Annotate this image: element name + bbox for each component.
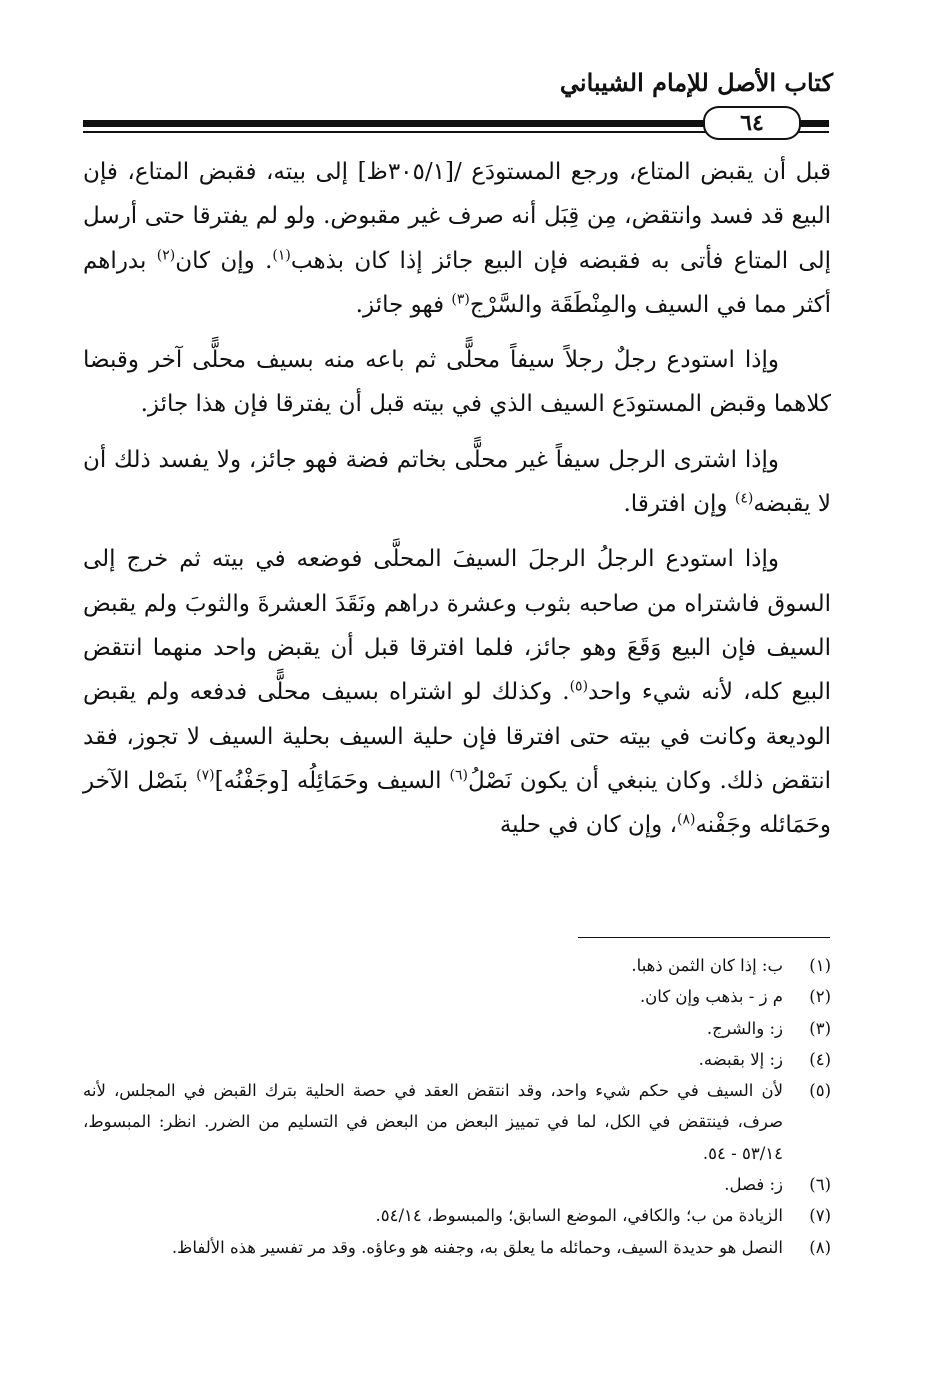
footnote-item <box>83 1044 831 1075</box>
footnotes <box>83 950 831 1263</box>
paragraph-2: وإذا استودع رجلٌ رجلاً سيفاً محلًّى ثم باعه منه بسيف محلًّى آخر وقبضا كلاهما وقبض المستودَع السيف الذي في بيته قبل أن يفترقا فإن هذا جائز. <box>83 347 831 418</box>
footnote-number: (٨) <box>809 1237 831 1257</box>
footnote-ref-1: (١) <box>272 246 291 263</box>
footnote-text: النصل هو حديدة السيف، وحمائله ما يعلق به، وجفنه هو وعاؤه. وقد مر تفسير هذه الألفاظ. <box>171 1237 783 1257</box>
footnote-ref-7: (٧) <box>196 767 215 784</box>
footnote-text: لأن السيف في حكم شيء واحد، وقد انتقض العقد في حصة الحلية بترك القبض في المجلس، لأنه صرف، فينتقض في الكل، لما في تمييز البعض من البعض في التسليم من الضرر. انظر: المبسوط، ٥٣/١٤ - ٥٤. <box>83 1081 783 1163</box>
footnote-item <box>83 1200 831 1231</box>
footnote-number: (٤) <box>809 1049 831 1069</box>
footnote-text: ز: فصل. <box>724 1175 783 1195</box>
running-header-title: كتاب الأصل للإمام الشيباني <box>559 68 833 97</box>
footnote-item <box>83 1013 831 1044</box>
paragraph-text: . وإن كان <box>175 247 273 274</box>
paragraph-text: بنَصْل الآخر وحَمَائله وجَفْنه <box>83 767 831 839</box>
footnote-item <box>83 950 831 981</box>
footnote-text: ب: إذا كان الثمن ذهبا. <box>631 956 783 975</box>
paragraph-text: السيف وحَمَائِلُه [وجَفْنُه] <box>214 767 450 794</box>
paragraph-text: ، وإن كان في حلية <box>499 812 677 839</box>
paragraph-text: وإذا اشترى الرجل سيفاً غير محلًّى بخاتم فضة فهو جائز، ولا يفسد ذلك أن لا يقبضه <box>83 446 831 518</box>
paragraph-1 <box>83 150 831 327</box>
footnote-number: (٢) <box>809 987 831 1007</box>
footnote-number: (٦) <box>809 1175 831 1195</box>
page-number: ٦٤ <box>703 106 801 140</box>
paragraph-4 <box>83 537 831 847</box>
paragraph-text: . وكذلك لو اشتراه بسيف محلًّى فدفعه ولم يقبض الوديعة وكانت في بيته حتى افترقا فإن حلية السيف بحلية السيف لا تجوز، فقد انتقض ذلك. وكان ينبغي أن يكون نَصْلُ <box>83 679 831 794</box>
footnote-text: الزيادة من ب؛ والكافي، الموضع السابق؛ والمبسوط، ٥٤/١٤. <box>375 1206 783 1226</box>
paragraph-text: وإن افترقا. <box>623 491 735 518</box>
paragraph-text: فهو جائز. <box>355 291 452 318</box>
main-text <box>83 150 831 847</box>
footnote-text: ز: إلا بقبضه. <box>698 1049 783 1069</box>
footnote-number: (١) <box>809 956 831 975</box>
footnote-ref-3: (٣) <box>451 291 470 308</box>
footnote-text: ز: والشرج. <box>706 1018 783 1038</box>
paragraph-3 <box>83 438 831 527</box>
footnote-number: (٣) <box>809 1018 831 1038</box>
paragraph-text: قبل أن يقبض المتاع، ورجع المستودَع /[٣٠٥/١ظ] إلى بيته، فقبض المتاع، فإن البيع قد فسد وانتقض، مِن قِبَل أنه صرف غير مقبوض. ولو لم يفترقا حتى أرسل إلى المتاع فأتى به فقبضه فإن البيع جائز إذا كان بذهب <box>83 159 831 274</box>
footnote-ref-2: (٢) <box>156 246 176 263</box>
footnote-number: (٥) <box>809 1081 831 1101</box>
footnote-ref-6: (٦) <box>449 767 468 784</box>
footnote-item <box>83 1232 831 1263</box>
footnote-ref-4: (٤) <box>734 490 754 507</box>
footnote-ref-8: (٨) <box>677 811 696 828</box>
footnote-item <box>83 981 831 1012</box>
footnote-item <box>83 1075 831 1169</box>
footnote-separator <box>578 937 830 938</box>
paragraph-text: بدراهم أكثر مما في السيف والمِنْطَقَة والسَّرْج <box>83 247 831 318</box>
paragraph-text: وإذا استودع الرجلُ الرجلَ السيفَ المحلَّى فوضعه في بيته ثم خرج إلى السوق فاشتراه من صاحبه بثوب وعشرة دراهم ونَقَدَ العشرةَ والثوبَ ولم يقبض السيف فإن البيع وَقَعَ وهو جائز، فلما افترقا قبل أن يقبض واحد منهما انتقض البيع كله، لأنه شيء واحد <box>83 546 831 706</box>
footnote-item <box>83 1169 831 1200</box>
footnote-number: (٧) <box>809 1206 831 1226</box>
footnote-ref-5: (٥) <box>569 678 589 695</box>
footnote-text: م ز - بذهب وإن كان. <box>639 987 783 1007</box>
